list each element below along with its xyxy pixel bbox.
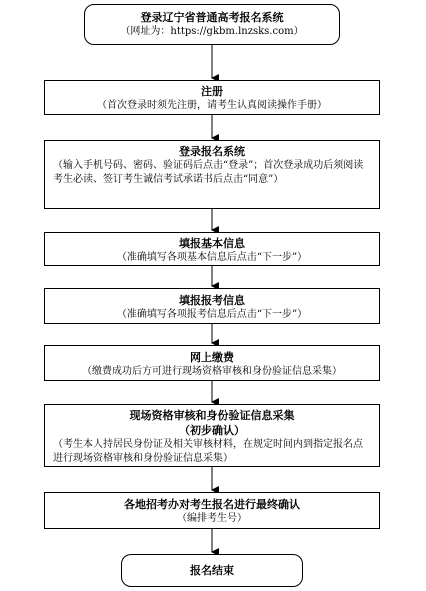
step-login-system-url — [84, 4, 340, 45]
step-3-title: 登录报名系统 — [179, 145, 245, 158]
step-2-sub: （首次登录时须先注册，请考生认真阅读操作手册） — [97, 100, 327, 111]
step-7-title: 现场资格审核和身份验证信息采集 — [129, 409, 295, 422]
step-8-title: 各地招考办对考生报名进行最终确认 — [124, 498, 300, 511]
step-8-sub: （编排考生号） — [177, 513, 247, 524]
step-online-payment — [44, 345, 380, 381]
step-1-title: 登录辽宁省普通高考报名系统 — [140, 11, 284, 24]
step-exam-info — [44, 288, 380, 324]
step-5-title: 填报报考信息 — [179, 294, 245, 307]
step-4-sub: （准确填写各项基本信息后点击“下一步”） — [116, 252, 308, 263]
step-7-title-2: （初步确认） — [179, 424, 245, 437]
step-final-confirmation — [44, 492, 380, 529]
step-5-sub: （准确填写各项报考信息后点击“下一步”） — [116, 309, 308, 320]
step-register — [44, 80, 380, 115]
step-basic-info — [44, 232, 380, 266]
step-end — [121, 554, 303, 587]
step-3-sub: （输入手机号码、密码、验证码后点击“登录”；首次登录成功后须阅读考生必读、签订考生诚信考试承诺书后点击“同意”） — [53, 160, 364, 185]
step-6-title: 网上缴费 — [190, 351, 234, 364]
step-2-title: 注册 — [201, 85, 223, 98]
step-login-registration — [44, 140, 380, 209]
step-6-sub: （缴费成功后方可进行现场资格审核和身份验证信息采集） — [82, 366, 342, 377]
step-7-sub: （考生本人持居民身份证及相关审核材料，在规定时间内到指定报名点进行现场资格审核和身份验证信息采集） — [53, 439, 363, 464]
step-4-title: 填报基本信息 — [179, 237, 245, 250]
step-9-title: 报名结束 — [190, 564, 234, 577]
step-onsite-review — [44, 404, 380, 467]
step-1-sub: （网址为：https://gkbm.lnzsks.com） — [120, 26, 304, 37]
